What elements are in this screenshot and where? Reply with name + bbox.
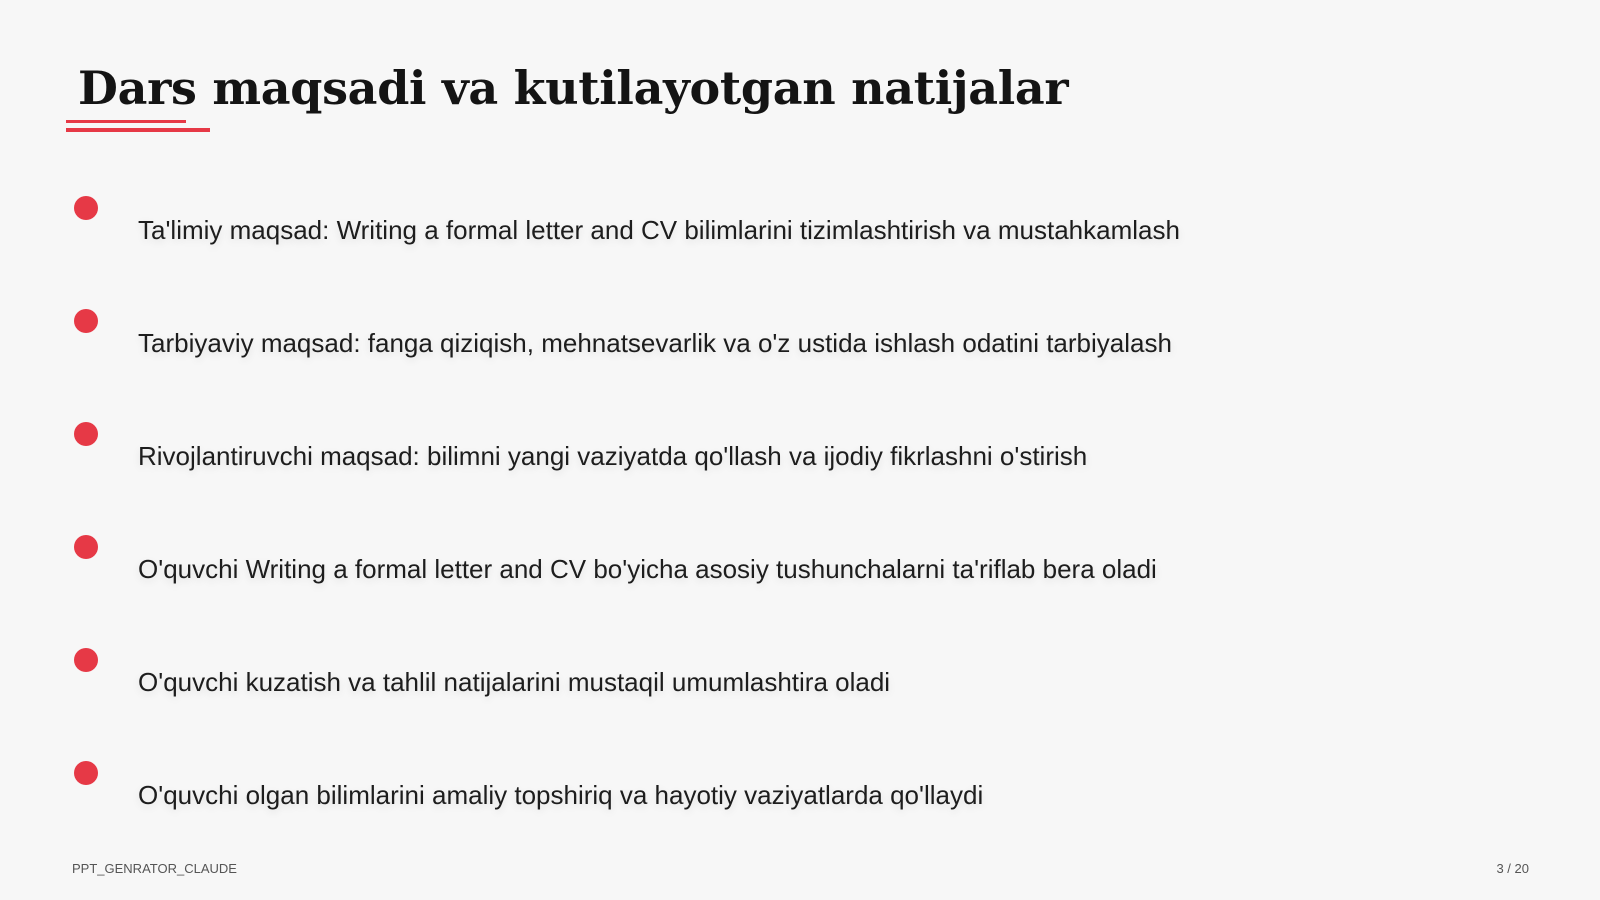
page-number: 3 / 20: [1496, 861, 1529, 876]
bullet-dot-icon: [74, 309, 98, 333]
bullet-dot-icon: [74, 761, 98, 785]
list-item: [0, 535, 1400, 625]
footer-label: PPT_GENRATOR_CLAUDE: [72, 861, 237, 876]
bullet-dot-icon: [74, 196, 98, 220]
list-item: [0, 422, 1400, 512]
list-item: [0, 309, 1400, 399]
objective-text: O'quvchi kuzatish va tahlil natijalarini mustaqil umumlashtira oladi: [138, 667, 891, 697]
list-item: [0, 648, 1400, 738]
objective-text: O'quvchi olgan bilimlarini amaliy topshiriq va hayotiy vaziyatlarda qo'llaydi: [138, 780, 984, 810]
list-item: [0, 761, 1400, 851]
objective-text: Rivojlantiruvchi maqsad: bilimni yangi vaziyatda qo'llash va ijodiy fikrlashni o'stirish: [138, 441, 1088, 471]
bullet-dot-icon: [74, 648, 98, 672]
bullet-dot-icon: [74, 535, 98, 559]
bullet-dot-icon: [74, 422, 98, 446]
objective-text: O'quvchi Writing a formal letter and CV bo'yicha asosiy tushunchalarni ta'riflab bera oladi: [138, 554, 1157, 584]
slide-title: Dars maqsadi va kutilayotgan natijalar: [78, 61, 1069, 115]
list-item: [0, 196, 1400, 286]
objective-text: Ta'limiy maqsad: Writing a formal letter and CV bilimlarini tizimlashtirish va mustahkamlash: [138, 215, 1180, 245]
objective-text: Tarbiyaviy maqsad: fanga qiziqish, mehnatsevarlik va o'z ustida ishlash odatini tarbiyalash: [138, 328, 1172, 358]
